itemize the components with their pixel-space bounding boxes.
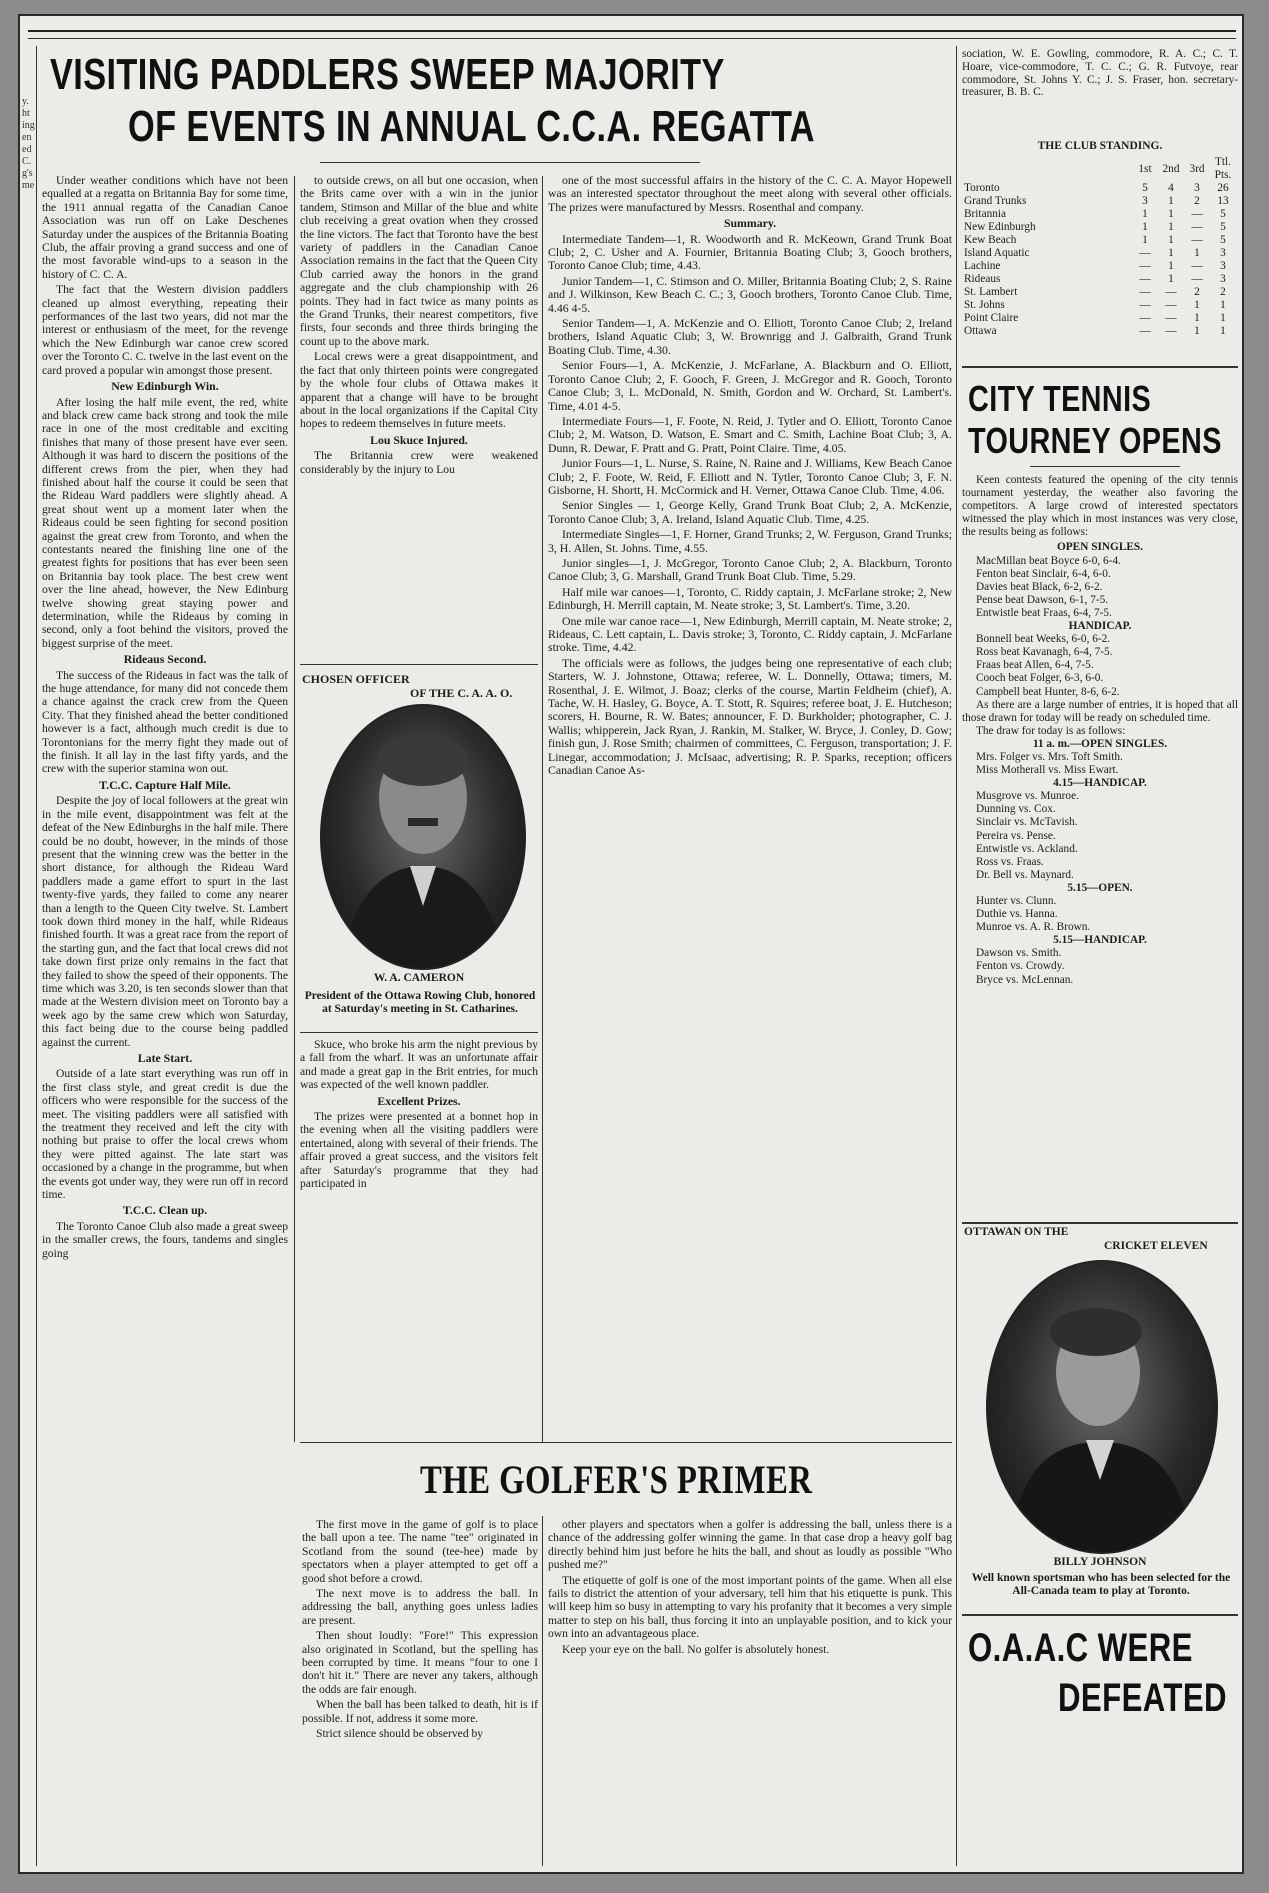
tennis-result: Fenton beat Sinclair, 6-4, 6-0. <box>976 567 1111 580</box>
standing-value: 1 <box>1220 312 1226 324</box>
edge-fragment: y. <box>22 96 29 107</box>
tennis-draw-match: Dunning vs. Cox. <box>976 803 1056 816</box>
standing-value: 1 <box>1168 247 1174 259</box>
standing-row <box>964 260 1236 273</box>
paragraph: other players and spectators when a golfer is addressing the ball, unless there is a chance of the addressing golfer winning the game. In that case drop a heavy golf bag directly behind him just before he hits the ball, and shout as loudly as possible "Who pushed me?" <box>548 1518 952 1572</box>
edge-fragment: g's <box>22 168 33 179</box>
standing-header-row <box>964 156 1236 182</box>
standing-value: 1 <box>1194 299 1200 311</box>
tennis-section-title: OPEN SINGLES. <box>1056 541 1143 554</box>
standing-value: 1 <box>1168 208 1174 220</box>
tennis-note: As there are a large number of entries, it is hoped that all those drawn for today will be ready on scheduled time. <box>962 698 1238 724</box>
paragraph: Skuce, who broke his arm the night previous by a fall from the wharf. It was an unfortunate affair and made a great gap in the Brit entries, for much was expected of the well known paddler. <box>300 1038 538 1092</box>
summary-result: Half mile war canoes—1, Toronto, C. Riddy captain, J. McFarlane stroke; 2, New Edinburgh, H. Merrill captain, M. Neate stroke; 3, St. Lambert's. Time, 3.20. <box>548 584 952 613</box>
edge-fragment: en <box>22 132 32 143</box>
cameron-name: W. A. CAMERON <box>373 972 465 984</box>
paragraph: The Toronto Canoe Club also made a great sweep in the smaller crews, the fours, tandems and singles going <box>42 1219 288 1260</box>
section-rule <box>962 366 1238 368</box>
paragraph: The fact that the Western division paddlers cleaned up almost everything, repeating their performances of the last two years, did not mar the interest or enthusiasm of the meet, for the revenge which the New Edinburgh war canoe crew scored over the Toronto C. C. twelve in the last event on the card proved a popular win amongst those present. <box>42 283 288 377</box>
standing-value: — <box>1191 260 1203 272</box>
section-rule <box>962 1614 1238 1616</box>
standing-club: St. Johns <box>964 299 1005 311</box>
oaac-headline-1: O.A.A.C WERE <box>968 1626 1193 1670</box>
standing-value: — <box>1139 325 1151 337</box>
standing-value: 3 <box>1220 260 1226 272</box>
standing-club: Lachine <box>964 260 1001 272</box>
paragraph: The Britannia crew were weakened considerably by the injury to Lou <box>300 449 538 476</box>
subheading: Rideaus Second. <box>123 652 207 667</box>
standing-value: 1 <box>1220 325 1226 337</box>
johnson-caption: Well known sportsman who has been selected for the All-Canada team to play at Toronto. <box>971 1572 1231 1597</box>
standing-row <box>964 208 1236 221</box>
tennis-result: MacMillan beat Boyce 6-0, 6-4. <box>976 554 1121 567</box>
standing-row <box>964 312 1236 325</box>
johnson-heading-2: CRICKET ELEVEN <box>1104 1240 1208 1252</box>
edge-fragment: me <box>22 180 35 191</box>
edge-fragment: ing <box>22 120 35 131</box>
golfer-column-2 <box>548 1518 952 1864</box>
standing-value: 1 <box>1168 260 1174 272</box>
subheading: Excellent Prizes. <box>377 1093 461 1108</box>
paragraph: Despite the joy of local followers at the great win in the mile event, disappointment was felt at the defeat of the New Edinburghs in the half mile. There could be no doubt, however, in the minds of those present that the winning crew was the better in the short distance, for although the Rideau Ward paddlers made a game effort to spurt in the last twenty-five yards, they failed to come any nearer than a length to the Queen City twelve. St. Lambert took down third money in the half, while Rideaus finished fourth. It was a great race from the report of the starting gun, and the fact that local crews did not take down first prize only remains in the fact that they failed to show the speed of their opponents. The time which was 3.20, is ten seconds slower than that made at the Western division meet on Toronto bay a week ago by the same crew which won Saturday, this fact being due to the course being paddled against the current. <box>42 794 288 1049</box>
cameron-heading-1: CHOSEN OFFICER <box>302 672 410 686</box>
standing-header-cell: 2nd <box>1162 162 1180 175</box>
subheading: Lou Skuce Injured. <box>370 432 468 447</box>
summary-result: One mile war canoe race—1, New Edinburgh, Merrill captain, M. Neate stroke; 2, Rideaus, C. Lett captain, L. Davis stroke; 3, Toronto, C. Riddy captain, J. McFarlane stroke. Time, 4.42. <box>548 613 952 655</box>
summary-result: Intermediate Singles—1, F. Horner, Grand Trunks; 2, W. Ferguson, Grand Trunks; 3, H. Allen, St. Johns. Time, 4.55. <box>548 527 952 555</box>
main-headline-line2: OF EVENTS IN ANNUAL C.C.A. REGATTA <box>128 102 815 151</box>
edge-fragment: ed <box>22 144 32 155</box>
subheading: Summary. <box>723 216 777 231</box>
standing-value: 1 <box>1194 247 1200 259</box>
section-rule <box>300 1442 952 1443</box>
standing-value: 13 <box>1217 195 1229 207</box>
paragraph: Local crews were a great disappointment, and the fact that only thirteen points were congregated by the whole four clubs of Ottawa makes it apparent that a change will have to be brought about in the local organizations if the Capital City hopes to redeem themselves in future meets. <box>300 350 538 431</box>
standing-club: Point Claire <box>964 312 1019 324</box>
paragraph: Then shout loudly: "Fore!" This expression also originated in Scotland, but the spelling has been corrupted by time. It means "four to one I don't hit it." There are never any takers, although the odds are fair enough. <box>302 1629 538 1696</box>
edge-fragment: C. <box>22 156 32 167</box>
headline-underline <box>1030 466 1180 467</box>
tennis-article <box>962 474 1238 1218</box>
main-headline-line1: VISITING PADDLERS SWEEP MAJORITY <box>50 50 725 99</box>
club-standing-table <box>964 156 1236 338</box>
headline-underline <box>320 162 700 163</box>
standing-value: 1 <box>1194 325 1200 337</box>
paragraph: Outside of a late start everything was run off in the first class style, and great credit is due the officers who were responsible for the success of the meet. The visiting paddlers were all satisfied with the treatment they received and left the city with nothing but praise to offer the local crews whom they were pitted against. The late start was occasioned by a change in the programme, but when the events got under way, they were run off in record time. <box>42 1067 288 1202</box>
standing-value: — <box>1165 299 1177 311</box>
johnson-heading-1: OTTAWAN ON THE <box>964 1226 1069 1238</box>
standing-row <box>964 234 1236 247</box>
standing-value: 5 <box>1220 221 1226 233</box>
summary-result: Senior Tandem—1, A. McKenzie and O. Elliott, Toronto Canoe Club; 2, Ireland brothers, Island Aquatic Club; 3, W. Brownrigg and J. Galbraith, Grand Trunk Boating Club. Time, 4.30. <box>548 316 952 357</box>
standing-club: Grand Trunks <box>964 195 1027 207</box>
standing-value: 3 <box>1220 273 1226 285</box>
standing-club: Britannia <box>964 208 1007 220</box>
standing-club: Ottawa <box>964 325 997 337</box>
tennis-draw-title: 4.15—HANDICAP. <box>1053 777 1147 790</box>
club-standing-title: THE CLUB STANDING. <box>1037 140 1163 152</box>
tennis-result: Fraas beat Allen, 6-4, 7-5. <box>976 659 1094 672</box>
column-rule <box>542 176 543 1442</box>
standing-row <box>964 195 1236 208</box>
article-column-2-lower <box>300 1038 538 1440</box>
standing-value: — <box>1191 208 1203 220</box>
standing-row <box>964 299 1236 312</box>
standing-value: — <box>1139 247 1151 259</box>
tennis-draw-match: Dr. Bell vs. Maynard. <box>976 868 1074 881</box>
tennis-result: Campbell beat Hunter, 8-6, 6-2. <box>976 685 1120 698</box>
tennis-draw-match: Mrs. Folger vs. Mrs. Toft Smith. <box>976 750 1123 763</box>
summary-result: Senior Singles — 1, George Kelly, Grand Trunk Boat Club; 2, A. McKenzie, Toronto Canoe Club; 3, A. Ireland, Island Aquatic Club. Time, 4.25. <box>548 498 952 526</box>
top-rule <box>28 30 1236 32</box>
tennis-draw-match: Sinclair vs. McTavish. <box>976 816 1078 829</box>
standing-club: St. Lambert <box>964 286 1018 298</box>
paragraph: The next move is to address the ball. In addressing the ball, anything goes unless ladies are present. <box>302 1587 538 1627</box>
standing-value: 4 <box>1168 182 1174 194</box>
standing-value: 1 <box>1168 273 1174 285</box>
standing-value: 3 <box>1142 195 1148 207</box>
section-rule <box>300 1032 538 1033</box>
standing-header-cell: 3rd <box>1189 162 1205 175</box>
summary-result: Intermediate Fours—1, F. Foote, N. Reid, J. Tytler and O. Elliott, Toronto Canoe Club; 2, M. Watson, D. Watson, E. Smart and C. Smith, Lachine Boat Club; 3, A. Dunn, R. Dewar, F. Pratt and G. Pratt, Point Claire. Time, 4.05. <box>548 413 952 455</box>
summary-result: The officials were as follows, the judges being one representative of each club; Starters, W. J. Johnstone, Ottawa; referee, W. L. Donnelly, Ottawa; timers, M. Rosenthal, J. E. Wilmot, J. Boaz; clerks of the course, Martin Feldheim (chief), A. Tache, W. H. Hasley, G. Boyce, A. T. Stott, R. Squires; referee boat, J. E. Hutcheson; scorers, H. Bourne, R. W. Bates; announcer, F. D. Burkholder; photographer, C. J. Wallis; whipperein, Jack Ryan, J. Rankin, M. Stalker, W. Bryce, J. Conley, D. Gow; finish gun, J. Rose Smith; chairmen of committees, C. Ferguson, transportation; J. F. Linegar, accommodation; J. McIsaac, advertising; R. P. Sparks, reception; officers Canadian Canoe As- <box>548 655 952 778</box>
cameron-heading-2: OF THE C. A. A. O. <box>410 686 513 700</box>
standing-value: 1 <box>1194 312 1200 324</box>
paragraph: Under weather conditions which have not been equalled at a regatta on Britannia Bay for some time, the 1911 annual regatta of the Canadian Canoe Association was run off on Lake Deschenes Saturday under the auspices of the Britannia Boating Club, the affair proving a grand success and one of the most favorable wind-ups to a season in the history of C. C. A. <box>42 174 288 281</box>
johnson-name: BILLY JOHNSON <box>1053 1556 1147 1568</box>
standing-value: 5 <box>1220 234 1226 246</box>
standing-value: 2 <box>1194 286 1200 298</box>
left-edge-fragments <box>22 96 36 192</box>
tennis-draw-match: Dawson vs. Smith. <box>976 947 1062 960</box>
standing-value: — <box>1139 286 1151 298</box>
tennis-result: Cooch beat Folger, 6-3, 6-0. <box>976 672 1104 685</box>
standing-value: 5 <box>1142 182 1148 194</box>
tennis-draw-match: Fenton vs. Crowdy. <box>976 960 1065 973</box>
subheading: New Edinburgh Win. <box>111 379 219 394</box>
tennis-draw-match: Duthie vs. Hanna. <box>976 908 1058 921</box>
paragraph: Strict silence should be observed by <box>316 1727 484 1741</box>
paragraph: The first move in the game of golf is to place the ball upon a tee. The name "tee" originated in Scotland from the sound (tee-hee) made by spectators when a player attempted to get off a good shot before a crowd. <box>302 1518 538 1585</box>
association-officers-text: sociation, W. E. Gowling, commodore, R. A. C.; C. T. Hoare, vice-commodore, T. C. C.; G. R. Futvoye, rear commodore, St. Johns Y. C.; J. S. Fraser, hon. secretary-treasurer, B. B. C. <box>962 48 1238 99</box>
standing-header-cell: 1st <box>1138 162 1152 175</box>
tennis-intro: Keen contests featured the opening of the city tennis tournament yesterday, the weather also favoring the competitors. A large crowd of interested spectators witnessed the play which in most instances was very close, the results being as follows: <box>962 474 1238 539</box>
tennis-draw-title: 11 a. m.—OPEN SINGLES. <box>1032 737 1168 750</box>
standing-value: 3 <box>1220 247 1226 259</box>
standing-value: — <box>1191 273 1203 285</box>
association-officers <box>962 48 1238 138</box>
standing-club: Island Aquatic <box>964 247 1030 259</box>
top-rule-thin <box>28 38 1236 39</box>
standing-value: 1 <box>1220 299 1226 311</box>
paragraph: The prizes were presented at a bonnet hop in the evening when all the visiting paddlers were entertained, along with several of their friends. The affair proved a great success, and the visitors felt after Saturday's programme that they had participated in <box>300 1110 538 1191</box>
golfer-column-1 <box>302 1518 538 1864</box>
tennis-result: Davies beat Black, 6-2, 6-2. <box>976 580 1103 593</box>
oaac-headline-2: DEFEATED <box>1058 1676 1227 1720</box>
standing-value: — <box>1165 312 1177 324</box>
standing-row <box>964 325 1236 338</box>
standing-value: — <box>1139 312 1151 324</box>
tennis-draw-match: Hunter vs. Clunn. <box>976 895 1057 907</box>
tennis-result: Ross beat Kavanagh, 6-4, 7-5. <box>976 646 1113 659</box>
standing-value: 3 <box>1194 182 1200 194</box>
paragraph: After losing the half mile event, the red, white and black crew came back strong and took the mile race in one of the most creditable and exciting finishes that many of those present have ever seen. Although it was hard to discern the positions of the different crews from the pier, when they had finished about half the course it could be seen that the Rideau Ward paddlers were slightly ahead. A great shout went up a moment later when the Rideaus could be seen fighting for second position against the great crew from Toronto, and when the contestants neared the finishing line one of the greatest fights for positions that has ever been seen on Britannia bay took place. The best crew went over the line ahead, however, the New Edinburg twelve showing great staying power and determination, while the Rideaus by coming in second, only a foot behind the visitors, proved the biggest surprise of the meet. <box>42 395 288 650</box>
standing-value: — <box>1165 325 1177 337</box>
golfer-headline: THE GOLFER'S PRIMER <box>420 1457 813 1502</box>
standing-club: Kew Beach <box>964 234 1017 246</box>
standing-value: 1 <box>1168 234 1174 246</box>
tennis-draw-title: 5.15—OPEN. <box>1067 881 1133 894</box>
paragraph: The etiquette of golf is one of the most important points of the game. When all else fails to district the attention of your adversary, tell him that his etiquette is punk. This will keep him so busy in attempting to vary his profanity that it becomes a very simple matter to step on his ball, thus forcing it into an unplayable position, and to kick your own into an advantageous place. <box>548 1573 952 1641</box>
standing-value: — <box>1191 221 1203 233</box>
tennis-headline-2: TOURNEY OPENS <box>968 420 1222 461</box>
tennis-draw-match: Pereira vs. Pense. <box>976 829 1056 842</box>
standing-club: Toronto <box>964 182 1000 194</box>
standing-value: 1 <box>1142 221 1148 233</box>
article-column-3 <box>548 174 952 1440</box>
tennis-draw-intro: The draw for today is as follows: <box>976 724 1126 737</box>
standing-value: — <box>1139 273 1151 285</box>
standing-row <box>964 286 1236 299</box>
standing-value: 1 <box>1168 195 1174 207</box>
section-rule <box>962 1222 1238 1224</box>
standing-value: 26 <box>1217 182 1229 194</box>
edge-fragment: ht <box>22 108 30 119</box>
standing-row <box>964 182 1236 195</box>
tennis-draw-match: Miss Motherall vs. Miss Ewart. <box>976 764 1119 777</box>
standing-value: — <box>1139 260 1151 272</box>
tennis-draw-match: Entwistle vs. Ackland. <box>976 842 1078 855</box>
standing-value: 5 <box>1220 208 1226 220</box>
tennis-result: Bonnell beat Weeks, 6-0, 6-2. <box>976 633 1111 646</box>
subheading: T.C.C. Clean up. <box>122 1203 208 1218</box>
tennis-draw-match: Musgrove vs. Munroe. <box>976 790 1079 803</box>
paragraph: When the ball has been talked to death, hit is if possible. If not, address it some more. <box>302 1698 538 1725</box>
column-rule <box>542 1516 543 1866</box>
standing-header-cell <box>964 156 1132 182</box>
tennis-headline-1: CITY TENNIS <box>968 378 1152 419</box>
subheading: T.C.C. Capture Half Mile. <box>99 777 231 792</box>
standing-value: 2 <box>1220 286 1226 298</box>
standing-value: 1 <box>1168 221 1174 233</box>
section-rule <box>300 664 538 665</box>
summary-result: Senior Fours—1, A. McKenzie, J. McFarlane, A. Blackburn and O. Elliott, Toronto Canoe Club; 2, F. Gooch, F. Green, J. McGregor and R. Gooch, Toronto Canoe Club; 3, L. McDonald, N. Smith, Gordon and W. Orchard, St. Lambert's. Time, 4.01 4-5. <box>548 358 952 413</box>
tennis-draw-match: Bryce vs. McLennan. <box>976 973 1074 986</box>
standing-value: — <box>1191 234 1203 246</box>
tennis-draw-match: Munroe vs. A. R. Brown. <box>976 921 1091 934</box>
paragraph: Keep your eye on the ball. No golfer is absolutely honest. <box>562 1642 830 1656</box>
cameron-caption: President of the Ottawa Rowing Club, honored at Saturday's meeting in St. Catharines. <box>304 990 536 1015</box>
standing-value: — <box>1165 286 1177 298</box>
column-rule <box>956 46 957 1866</box>
standing-club: Rideaus <box>964 273 1001 285</box>
standing-header-cell: Ttl. Pts. <box>1214 156 1232 181</box>
standing-value: 1 <box>1142 234 1148 246</box>
tennis-draw-match: Ross vs. Fraas. <box>976 855 1044 868</box>
standing-row <box>964 273 1236 286</box>
standing-value: 1 <box>1142 208 1148 220</box>
standing-row <box>964 221 1236 234</box>
standing-value: 2 <box>1194 195 1200 207</box>
paragraph: one of the most successful affairs in the history of the C. C. A. Mayor Hopewell was an interested spectator throughout the meet along with several other officials. The prizes were manufactured by Messrs. Rosenthal and company. <box>548 174 952 214</box>
paragraph: The success of the Rideaus in fact was the talk of the huge attendance, for many did not concede them a chance against the crack crew from the Queen City. That they finished ahead the better conditioned however is a fact, although much credit is due to Torontonians for the merry fight they made out of the finish. It all lay in the last fifty yards, and the crew with the superior stamina won out. <box>42 668 288 776</box>
summary-result: Junior Fours—1, L. Nurse, S. Raine, N. Raine and J. Williams, Kew Beach Canoe Club; 2, F. Foote, W. Reid, F. Elliott and N. Tytler, Toronto Canoe Club; 3, F. N. Gisborne, H. Shortt, H. McCormick and H. Verner, Ottawa Canoe Club. Time, 4.06. <box>548 456 952 497</box>
subheading: Late Start. <box>137 1051 193 1065</box>
summary-result: Junior singles—1, J. McGregor, Toronto Canoe Club; 2, A. Blackburn, Toronto Canoe Club; 3, G. Marshall, Grand Trunk Boat Club. Time, 5.29. <box>548 555 952 584</box>
standing-club: New Edinburgh <box>964 221 1036 233</box>
johnson-portrait <box>986 1260 1218 1554</box>
paragraph: to outside crews, on all but one occasion, when the Brits came over with a win in the junior tandem, Stimson and Millar of the blue and white club receiving a great ovation when they crossed the line victors. The fact that Toronto have the best variety of paddlers in the Canadian Canoe Association remains in the fact that the Queen City Club carried away the honors in the grand aggregate and the club championship with 26 points. They had in fact twice as many points as the Grand Trunks, their nearest competitors, five firsts, four seconds and three thirds bringing the count up to the above mark. <box>300 174 538 348</box>
standing-row <box>964 247 1236 260</box>
summary-result: Junior Tandem—1, C. Stimson and O. Miller, Britannia Boating Club; 2, S. Raine and J. Wilkinson, Kew Beach C. C.; 3, Gooch brothers, Toronto Canoe Club. Time, 4.46 4-5. <box>548 273 952 315</box>
tennis-draw-title: 5.15—HANDICAP. <box>1053 934 1147 947</box>
summary-result: Intermediate Tandem—1, R. Woodworth and R. McKeown, Grand Trunk Boat Club; 2, C. Usher and A. Fournier, Britannia Boating Club; 3, Gooch brothers, Toronto Canoe Club; time, 4.43. <box>548 231 952 273</box>
article-column-1 <box>42 174 288 1864</box>
article-column-2 <box>300 174 538 664</box>
cameron-portrait <box>320 704 526 970</box>
column-rule <box>294 176 295 1442</box>
tennis-result: Pense beat Dawson, 6-1, 7-5. <box>976 593 1109 606</box>
tennis-section-title: HANDICAP. <box>1068 620 1132 633</box>
tennis-result: Entwistle beat Fraas, 6-4, 7-5. <box>976 606 1112 619</box>
column-rule <box>36 46 37 1866</box>
newspaper-page <box>18 14 1244 1874</box>
standing-value: — <box>1139 299 1151 311</box>
